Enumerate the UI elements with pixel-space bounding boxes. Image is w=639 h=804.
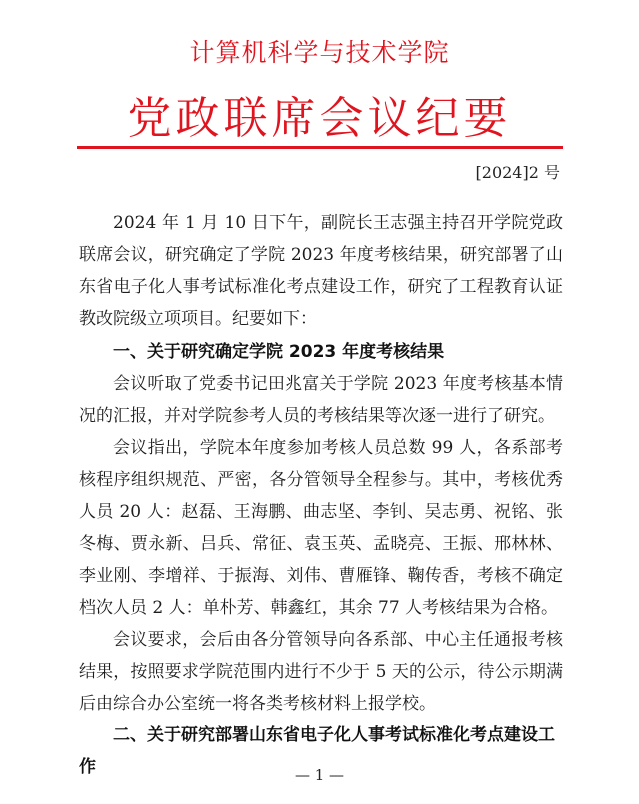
section-2-heading: 二、关于研究部署山东省电子化人事考试标准化考点建设工作 — [79, 725, 555, 777]
document-title: 党政联席会议纪要 — [127, 93, 512, 144]
page-number: — 1 — — [294, 766, 345, 784]
document-number: [2024]2 号 — [475, 163, 560, 182]
section-1-paragraph-1: 会议听取了党委书记田兆富关于学院 2023 年度考核基本情况的汇报，并对学院参考人员的考核结果等次逐一进行了研究。 — [79, 374, 563, 426]
section-1-paragraph-3: 会议要求，会后由各分管领导向各系部、中心主任通报考核结果，按照要求学院范围内进行不少于 5 天的公示，待公示期满后由综合办公室统一将各类考核材料上报学校。 — [79, 630, 563, 714]
intro-paragraph: 2024 年 1 月 10 日下午，副院长王志强主持召开学院党政联席会议，研究确定了学院 2023 年度考核结果，研究部署了山东省电子化人事考试标准化考点建设工作，研究了工程教育认证教改院级立项项目。纪要如下： — [79, 213, 563, 329]
section-1-heading: 一、关于研究确定学院 2023 年度考核结果 — [113, 342, 445, 362]
section-1-paragraph-2: 会议指出，学院本年度参加考核人员总数 99 人，各系部考核程序组织规范、严密，各分管领导全程参与。其中，考核优秀人员 20 人：赵磊、王海鹏、曲志坚、李钊、吴志勇、祝铭、张冬梅、贾永新、吕兵、常征、袁玉英、孟晓亮、王振、邢林林、李业刚、李增祥、于振海、刘伟、曹雁锋、鞠传香，考核不确定档次人员 2 人：单朴芳、韩鑫红，其余 77 人考核结果为合格。 — [79, 438, 563, 618]
red-divider — [77, 146, 563, 149]
organization-name: 计算机科学与技术学院 — [189, 38, 450, 67]
